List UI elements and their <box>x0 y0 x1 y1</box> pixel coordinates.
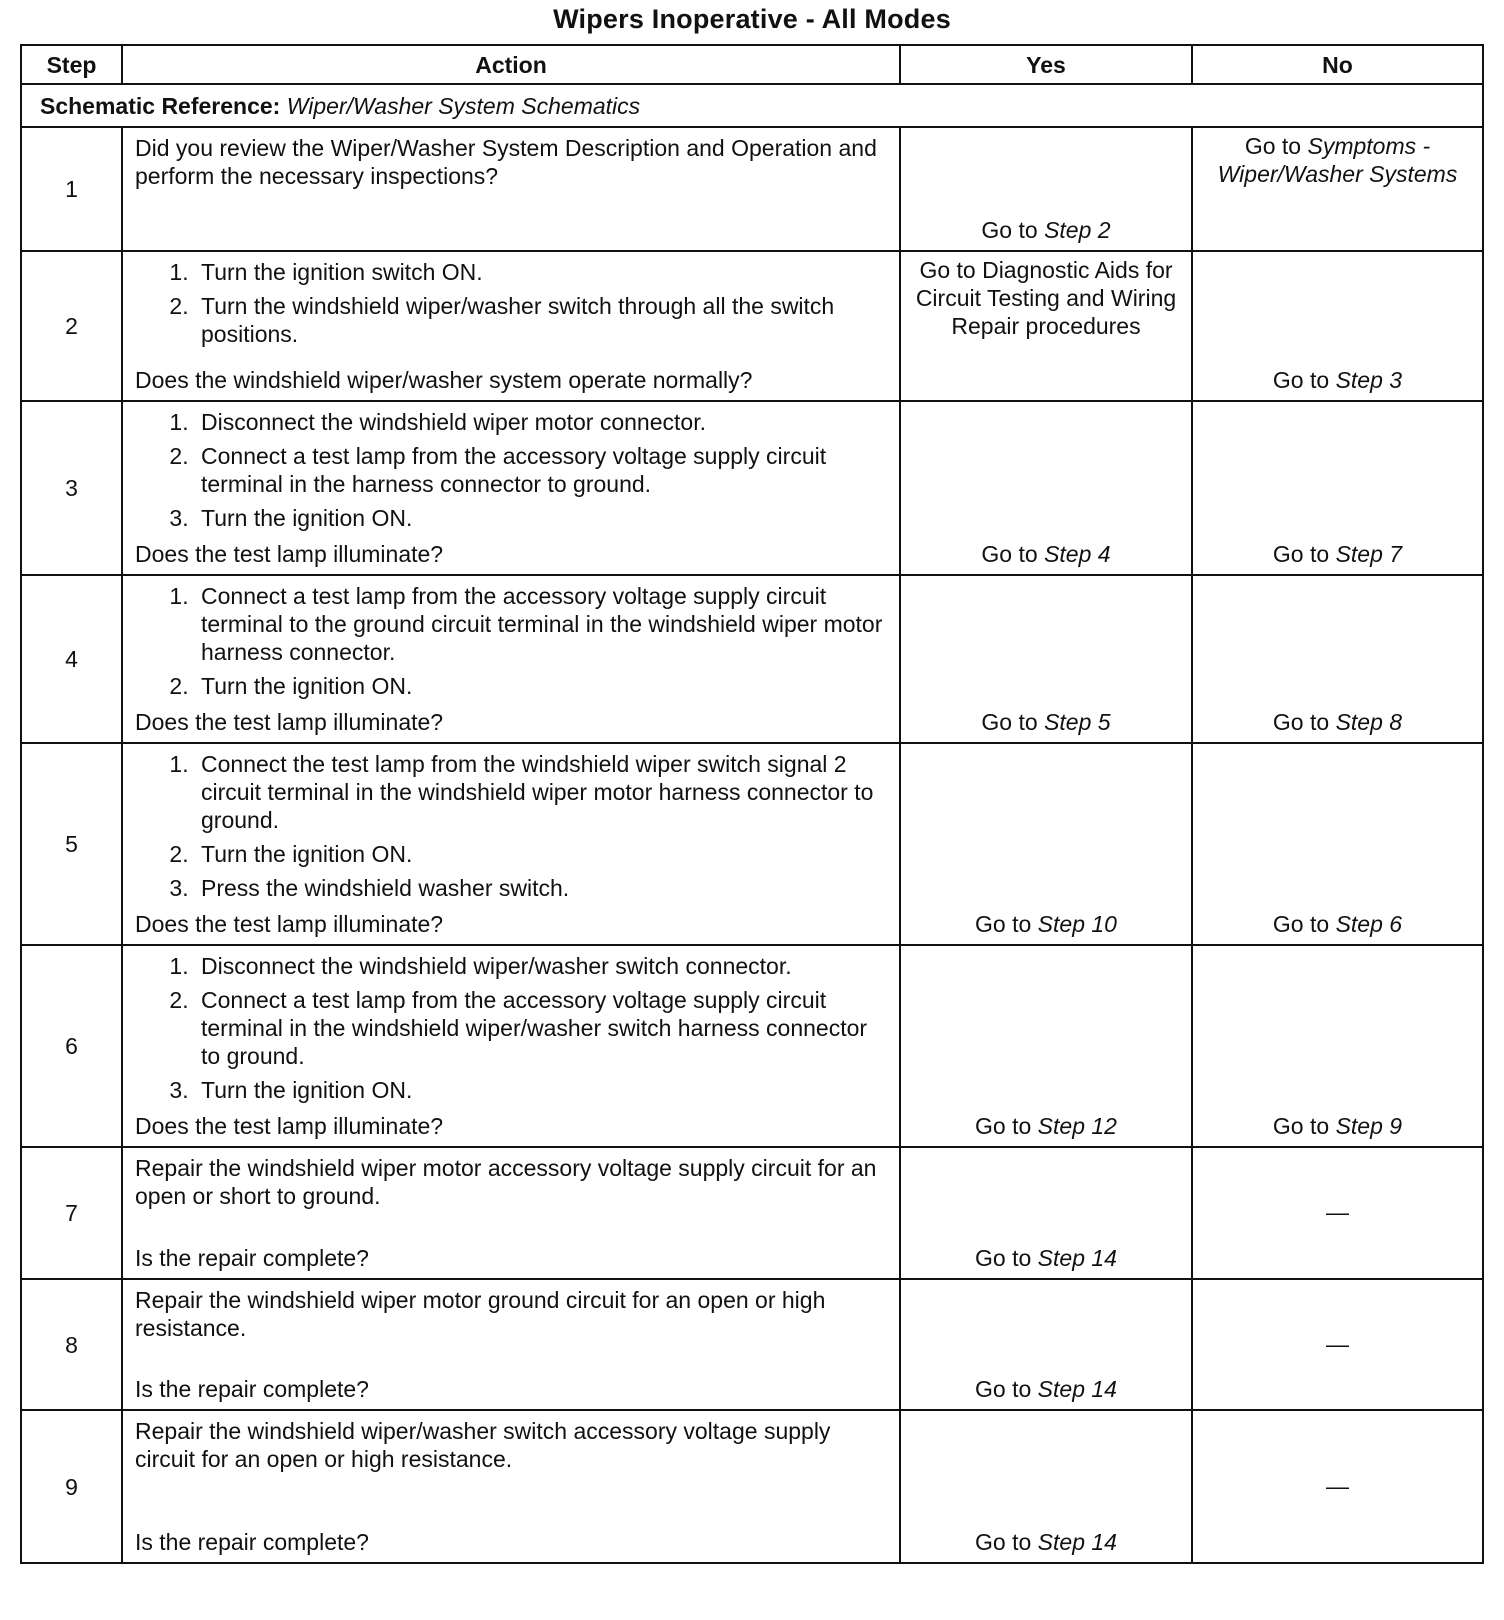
empty-dash: — <box>1326 1199 1349 1225</box>
step-number: 6 <box>21 945 122 1147</box>
no-target-link[interactable]: Symptoms - Wiper/Washer Systems <box>1217 133 1458 187</box>
no-cell <box>1192 401 1483 575</box>
yes-target-link[interactable]: Step 12 <box>1037 1113 1117 1139</box>
no-target-link[interactable]: Step 3 <box>1335 367 1403 393</box>
step-number: 8 <box>21 1279 122 1410</box>
table-row <box>21 1279 1483 1410</box>
action-step-list <box>135 952 889 1104</box>
go-to-label: Go to <box>975 911 1032 937</box>
action-content <box>135 1417 889 1556</box>
action-step-list <box>135 750 889 902</box>
yes-target-link[interactable]: Step 5 <box>1044 709 1111 735</box>
empty-dash: — <box>1326 1472 1349 1499</box>
action-step-list <box>135 408 889 532</box>
action-paragraph: Repair the windshield wiper motor ground circuit for an open or high resistance. <box>135 1287 826 1341</box>
no-target-link[interactable]: Step 9 <box>1335 1113 1403 1139</box>
step-number: 3 <box>21 401 122 575</box>
header-step: Step <box>21 45 122 84</box>
action-instructions <box>135 408 889 538</box>
no-cell <box>1192 1279 1483 1410</box>
action-content <box>135 1154 889 1272</box>
no-cell <box>1192 575 1483 743</box>
go-to-label: Go to <box>975 1529 1032 1555</box>
action-instructions <box>135 1286 889 1342</box>
table-row <box>21 743 1483 945</box>
action-step-list <box>135 582 889 700</box>
action-instructions <box>135 258 889 354</box>
action-instructions <box>135 1154 889 1210</box>
action-question: Is the repair complete? <box>135 1376 369 1402</box>
empty-dash: — <box>1326 1330 1349 1357</box>
action-instructions <box>135 582 889 706</box>
no-cell <box>1192 945 1483 1147</box>
go-to-label: Go to <box>1244 133 1302 159</box>
action-cell <box>122 401 900 575</box>
action-instructions <box>135 134 889 190</box>
table-body <box>21 84 1483 1563</box>
action-question: Does the test lamp illuminate? <box>135 709 444 735</box>
header-row <box>21 45 1483 84</box>
step-number: 5 <box>21 743 122 945</box>
action-step-item: 2. Turn the windshield wiper/washer switch through all the switch positions. <box>195 292 889 348</box>
action-content <box>135 1286 889 1403</box>
yes-cell <box>900 1147 1192 1279</box>
action-content <box>135 582 889 736</box>
schematic-reference <box>21 84 1483 127</box>
yes-cell <box>900 1410 1192 1563</box>
action-step-item: 1. Turn the ignition switch ON. <box>195 258 889 286</box>
go-to-label: Go to <box>1272 709 1330 735</box>
yes-cell <box>900 743 1192 945</box>
schematic-reference-label: Schematic Reference: <box>40 92 281 119</box>
no-target-link[interactable]: Step 6 <box>1335 911 1403 937</box>
action-question: Does the test lamp illuminate? <box>135 541 444 567</box>
yes-target-link[interactable]: Step 4 <box>1044 541 1111 567</box>
go-to-label: Go to <box>981 541 1038 567</box>
step-number: 9 <box>21 1410 122 1563</box>
step-number: 7 <box>21 1147 122 1279</box>
go-to-label: Go to <box>1272 541 1330 567</box>
action-step-item: 2. Turn the ignition ON. <box>195 672 889 700</box>
action-paragraph: Did you review the Wiper/Washer System Description and Operation and perform the necessary inspections? <box>135 135 877 189</box>
no-cell <box>1192 743 1483 945</box>
step-number: 4 <box>21 575 122 743</box>
action-question: Does the windshield wiper/washer system operate normally? <box>135 367 753 393</box>
action-step-item: 2. Turn the ignition ON. <box>195 840 889 868</box>
action-content <box>135 952 889 1140</box>
yes-cell <box>900 1279 1192 1410</box>
action-cell <box>122 945 900 1147</box>
action-step-item: 1. Disconnect the windshield wiper/washer switch connector. <box>195 952 889 980</box>
go-to-label: Go to <box>975 1113 1032 1139</box>
go-to-label: Go to <box>1272 911 1330 937</box>
action-instructions <box>135 750 889 908</box>
page-title: Wipers Inoperative - All Modes <box>553 4 951 34</box>
action-cell <box>122 575 900 743</box>
action-cell <box>122 1147 900 1279</box>
action-paragraph: Repair the windshield wiper motor accessory voltage supply circuit for an open or short to ground. <box>135 1155 877 1209</box>
step-number: 2 <box>21 251 122 401</box>
action-step-item: 3. Press the windshield washer switch. <box>195 874 889 902</box>
no-target-link[interactable]: Step 8 <box>1335 709 1403 735</box>
header-no: No <box>1192 45 1483 84</box>
table-row <box>21 1147 1483 1279</box>
table-row <box>21 1410 1483 1563</box>
yes-cell <box>900 127 1192 251</box>
action-step-item: 3. Turn the ignition ON. <box>195 504 889 532</box>
step-number: 1 <box>21 127 122 251</box>
header-action: Action <box>122 45 900 84</box>
go-to-label: Go to <box>981 217 1038 243</box>
action-content <box>135 258 889 394</box>
action-question: Does the test lamp illuminate? <box>135 1113 444 1139</box>
schematic-reference-row <box>21 84 1483 127</box>
yes-cell <box>900 401 1192 575</box>
action-cell <box>122 1410 900 1563</box>
action-step-item: 1. Connect the test lamp from the windshield wiper switch signal 2 circuit terminal in the windshield wiper motor harness connector to ground. <box>195 750 889 834</box>
yes-cell <box>900 251 1192 401</box>
schematic-reference-link[interactable]: Wiper/Washer System Schematics <box>286 92 641 119</box>
action-step-item: 1. Connect a test lamp from the accessory voltage supply circuit terminal to the ground circuit terminal in the windshield wiper motor harness connector. <box>195 582 889 666</box>
go-to-label: Go to <box>975 1245 1032 1271</box>
table-row <box>21 945 1483 1147</box>
table-row <box>21 251 1483 401</box>
no-cell <box>1192 127 1483 251</box>
table-row <box>21 401 1483 575</box>
go-to-label: Go to <box>975 1376 1032 1402</box>
no-cell <box>1192 1147 1483 1279</box>
action-content <box>135 134 889 244</box>
action-step-item: 1. Disconnect the windshield wiper motor connector. <box>195 408 889 436</box>
no-cell <box>1192 251 1483 401</box>
action-paragraph: Repair the windshield wiper/washer switch accessory voltage supply circuit for an open or high resistance. <box>135 1418 831 1472</box>
action-step-item: 3. Turn the ignition ON. <box>195 1076 889 1104</box>
table-row <box>21 575 1483 743</box>
action-instructions <box>135 952 889 1110</box>
action-content <box>135 750 889 938</box>
diagnostic-table <box>20 44 1484 1564</box>
action-step-item: 2. Connect a test lamp from the accessory voltage supply circuit terminal in the harness connector to ground. <box>195 442 889 498</box>
no-cell <box>1192 1410 1483 1563</box>
yes-instruction: Go to Diagnostic Aids for Circuit Testing and Wiring Repair procedures <box>915 257 1177 339</box>
action-question: Is the repair complete? <box>135 1529 369 1555</box>
action-cell <box>122 743 900 945</box>
yes-target-link[interactable]: Step 14 <box>1037 1245 1117 1271</box>
yes-target-link[interactable]: Step 2 <box>1044 217 1111 243</box>
action-cell <box>122 127 900 251</box>
action-cell <box>122 251 900 401</box>
table-row <box>21 127 1483 251</box>
yes-cell <box>900 945 1192 1147</box>
go-to-label: Go to <box>1272 367 1330 393</box>
action-question: Is the repair complete? <box>135 1245 369 1271</box>
action-question: Does the test lamp illuminate? <box>135 911 444 937</box>
no-target-link[interactable]: Step 7 <box>1335 541 1403 567</box>
yes-target-link[interactable]: Step 14 <box>1037 1376 1117 1402</box>
action-step-item: 2. Connect a test lamp from the accessory voltage supply circuit terminal in the windshield wiper/washer switch harness connector to ground. <box>195 986 889 1070</box>
action-cell <box>122 1279 900 1410</box>
yes-target-link[interactable]: Step 10 <box>1037 911 1117 937</box>
go-to-label: Go to <box>981 709 1038 735</box>
action-instructions <box>135 1417 889 1473</box>
header-yes: Yes <box>900 45 1192 84</box>
action-step-list <box>135 258 889 348</box>
yes-target-link[interactable]: Step 14 <box>1037 1529 1117 1555</box>
action-content <box>135 408 889 568</box>
go-to-label: Go to <box>1272 1113 1330 1139</box>
yes-cell <box>900 575 1192 743</box>
